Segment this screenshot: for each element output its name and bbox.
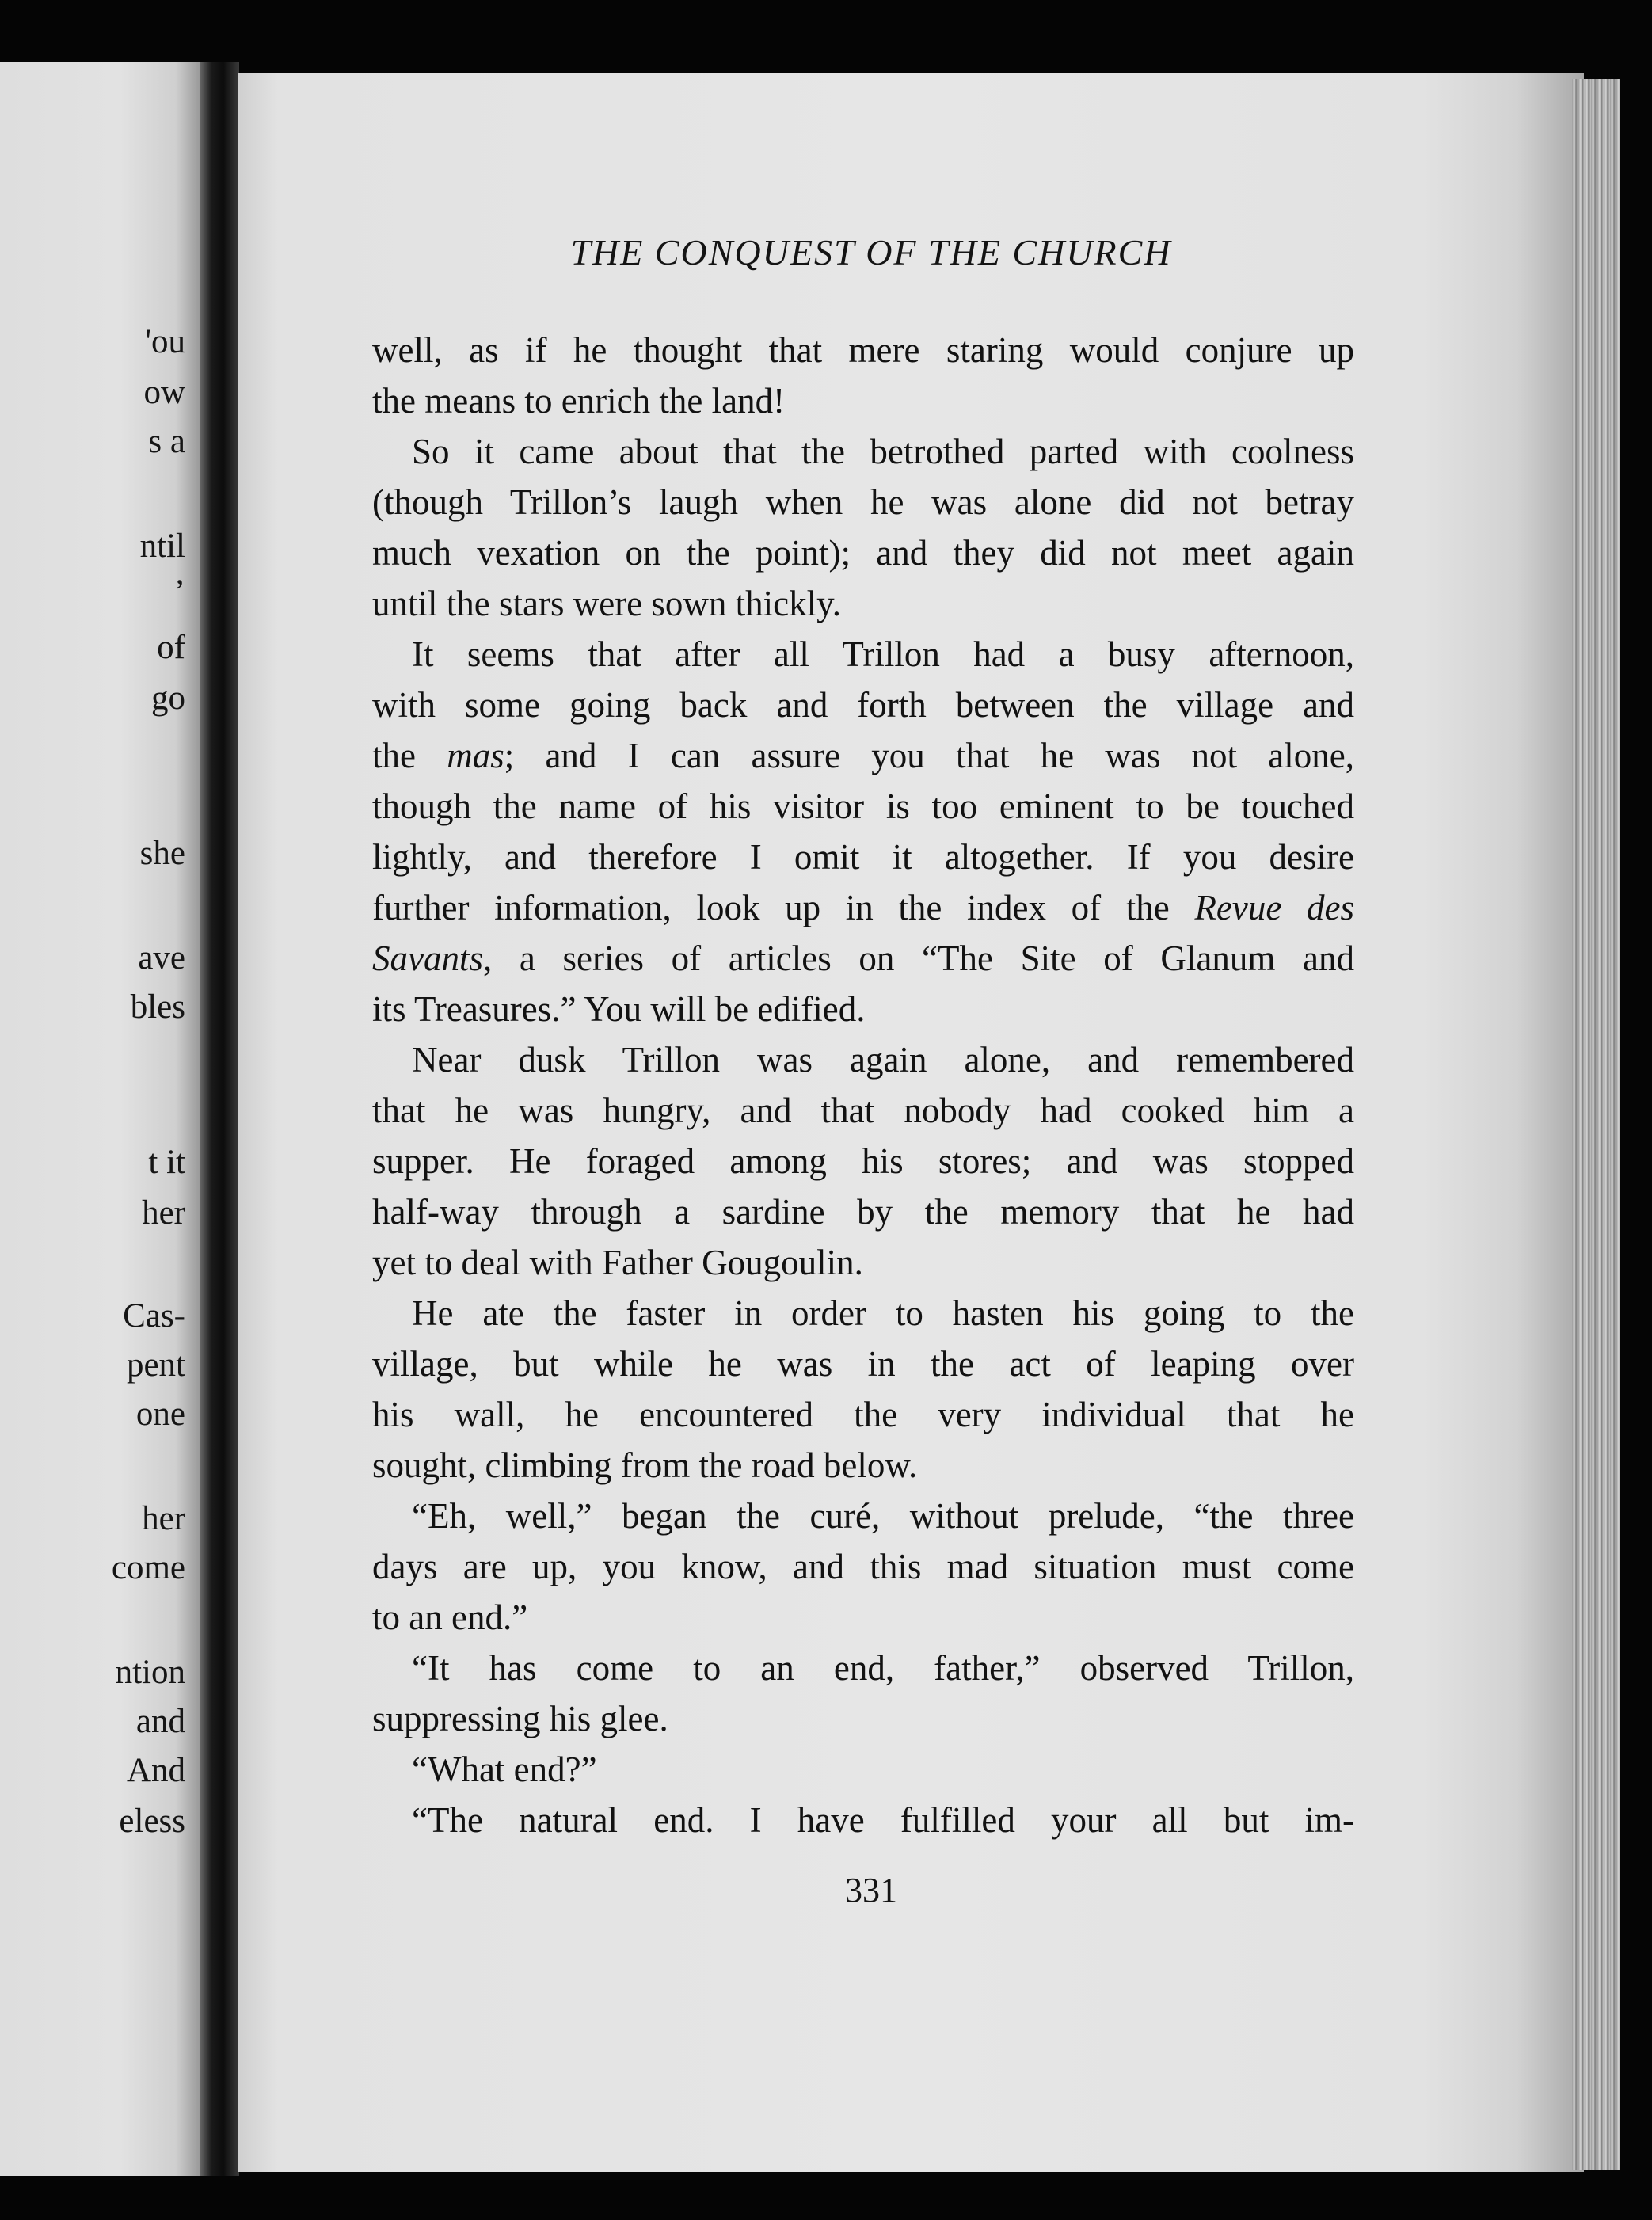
text-line: (though Trillon’s laugh when he was alone did not betray bbox=[372, 482, 1354, 522]
left-page-fragment: of bbox=[157, 629, 185, 666]
page-edge-stack bbox=[1572, 79, 1620, 2170]
body-text bbox=[372, 325, 1354, 1845]
text-line bbox=[372, 933, 1354, 984]
left-page-fragment: ave bbox=[138, 939, 185, 977]
text-line bbox=[372, 882, 1354, 933]
left-facing-page bbox=[0, 62, 200, 2176]
text-run: further information, look up in the index of the bbox=[372, 888, 1195, 927]
text-line: to an end.” bbox=[372, 1597, 528, 1637]
left-page-fragment: pent bbox=[126, 1346, 185, 1384]
text-line: He ate the faster in order to hasten his going to the bbox=[412, 1293, 1354, 1333]
left-page-fragment: her bbox=[142, 1500, 185, 1537]
text-line: half-way through a sardine by the memory that he had bbox=[372, 1192, 1354, 1232]
text-run: , a series of articles on “The Site of Glanum and bbox=[483, 939, 1354, 978]
text-line: “It has come to an end, father,” observed Trillon, bbox=[412, 1648, 1354, 1688]
running-head: THE CONQUEST OF THE CHURCH bbox=[570, 232, 1172, 272]
text-line: suppressing his glee. bbox=[372, 1699, 668, 1738]
left-page-fragment: s a bbox=[148, 423, 185, 460]
text-line: “The natural end. I have fulfilled your all but im- bbox=[412, 1800, 1354, 1840]
text-line bbox=[372, 730, 1354, 781]
text-run: the bbox=[372, 736, 447, 775]
left-page-fragment: her bbox=[142, 1194, 185, 1232]
text-line: much vexation on the point); and they did not meet again bbox=[372, 533, 1354, 573]
text-line: well, as if he thought that mere staring would conjure up bbox=[372, 330, 1354, 370]
left-page-fragment: she bbox=[139, 835, 185, 872]
text-line: lightly, and therefore I omit it altogether. If you desire bbox=[372, 837, 1354, 877]
italic-word-mas: mas bbox=[447, 736, 504, 775]
text-line: village, but while he was in the act of leaping over bbox=[372, 1344, 1354, 1384]
book-gutter bbox=[200, 62, 239, 2176]
left-page-fragment: one bbox=[135, 1396, 185, 1433]
left-page-fragment: Cas- bbox=[123, 1297, 185, 1335]
left-page-fragment: 'ou bbox=[145, 323, 185, 360]
left-page-fragment: ow bbox=[143, 374, 185, 411]
left-page-fragment: ’ bbox=[173, 573, 185, 611]
text-line: So it came about that the betrothed parted with coolness bbox=[412, 432, 1354, 471]
left-page-fragment: and bbox=[135, 1703, 185, 1740]
page-number: 331 bbox=[845, 1871, 897, 1910]
text-line: with some going back and forth between the village and bbox=[372, 685, 1354, 725]
left-page-fragment: go bbox=[151, 680, 185, 717]
text-line: its Treasures.” You will be edified. bbox=[372, 989, 866, 1029]
text-line: supper. He foraged among his stores; and was stopped bbox=[372, 1141, 1354, 1181]
text-run: ; and I can assure you that he was not alone, bbox=[504, 736, 1354, 775]
text-line: though the name of his visitor is too eminent to be touched bbox=[372, 786, 1354, 826]
text-line: his wall, he encountered the very individual that he bbox=[372, 1395, 1354, 1434]
left-page-fragment: eless bbox=[119, 1803, 185, 1840]
left-page-fragment: And bbox=[126, 1752, 185, 1789]
left-page-fragment: ntil bbox=[139, 527, 185, 565]
left-page-fragment: t it bbox=[148, 1144, 185, 1181]
text-line: It seems that after all Trillon had a busy afternoon, bbox=[412, 634, 1354, 674]
text-line: sought, climbing from the road below. bbox=[372, 1445, 918, 1485]
text-line: yet to deal with Father Gougoulin. bbox=[372, 1243, 863, 1282]
text-line: until the stars were sown thickly. bbox=[372, 584, 841, 623]
text-line: that he was hungry, and that nobody had cooked him a bbox=[372, 1091, 1354, 1130]
left-page-fragment: ntion bbox=[115, 1654, 185, 1691]
left-page-fragment: bles bbox=[130, 988, 185, 1026]
text-line: days are up, you know, and this mad situation must come bbox=[372, 1547, 1354, 1586]
text-line: the means to enrich the land! bbox=[372, 381, 786, 421]
left-page-fragment: come bbox=[111, 1549, 185, 1586]
text-line: Near dusk Trillon was again alone, and remembered bbox=[412, 1040, 1354, 1080]
text-line: “Eh, well,” began the curé, without prelude, “the three bbox=[412, 1496, 1354, 1536]
italic-title-revue-des: Revue des bbox=[1194, 888, 1354, 927]
text-line: “What end?” bbox=[412, 1750, 597, 1789]
italic-title-savants: Savants bbox=[372, 939, 483, 978]
